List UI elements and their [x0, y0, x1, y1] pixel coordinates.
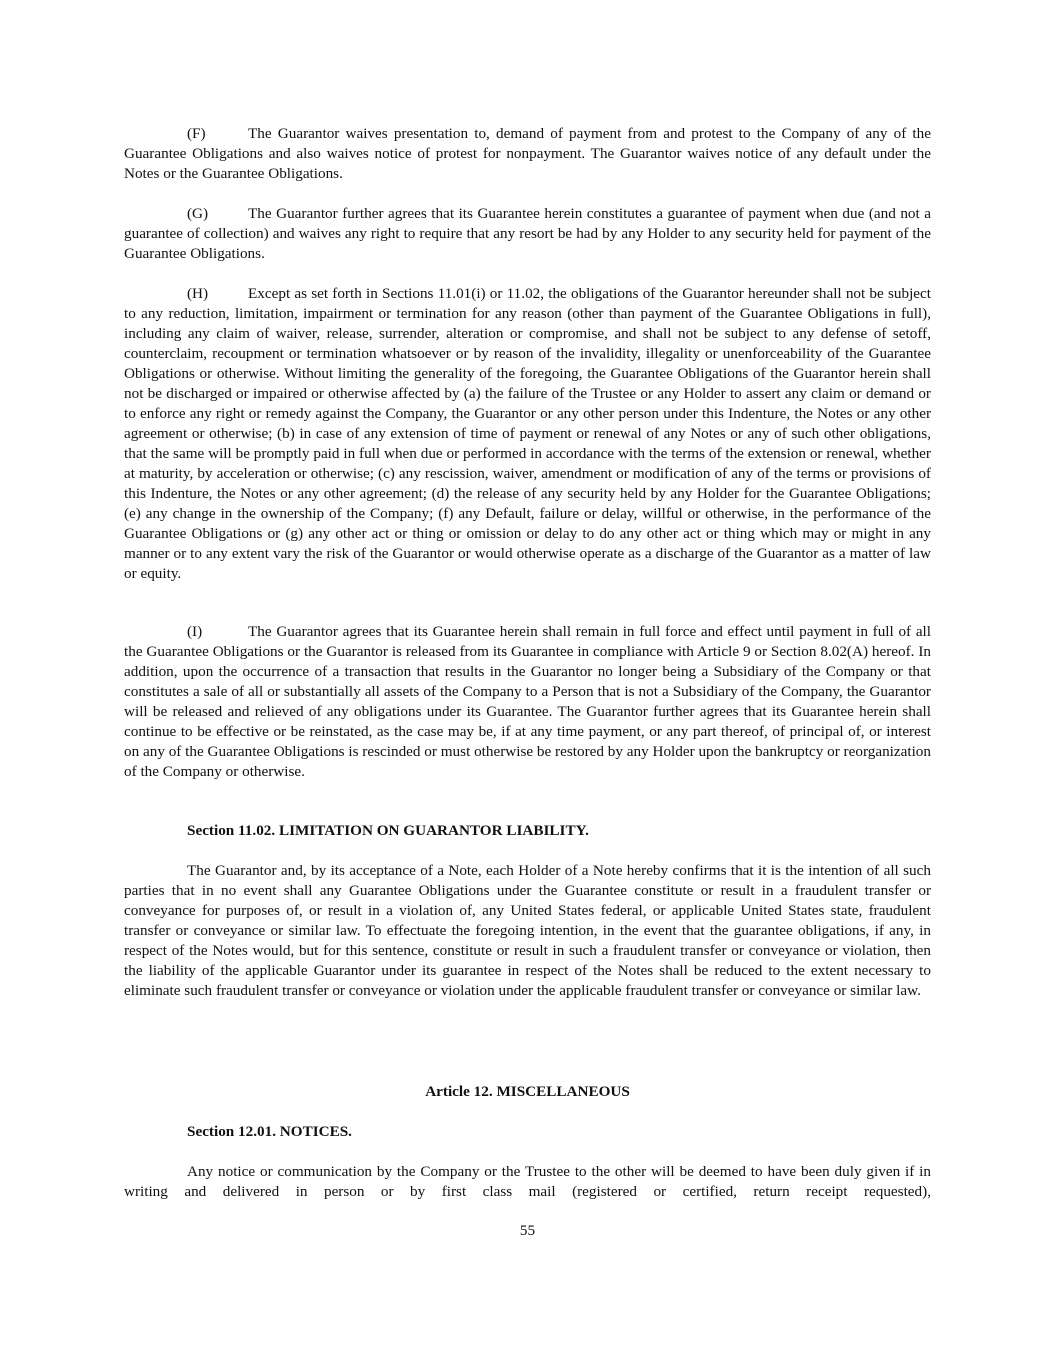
paragraph-label: (G): [187, 205, 209, 222]
paragraph-text: The Guarantor agrees that its Guarantee herein shall remain in full force and effect until payment in full of all the Guarantee Obligations or the Guarantor is released from its Guarantee in compliance with Article 9 or Section 8.02(A) hereof. In addition, upon the occurrence of a transaction that results in the Guarantor no longer being a Subsidiary of the Company or that constitutes a sale of all or substantially all assets of the Company to a Person that is not a Subsidiary of the Company, the Guarantor will be released and relieved of any obligations under its Guarantee. The Guarantor further agrees that its Guarantee herein shall continue to be effective or be reinstated, as the case may be, if at any time payment, or any part thereof, of principal of, or interest on any of the Guarantee Obligations is rescinded or must otherwise be restored by any Holder upon the bankruptcy or reorganization of the Company or otherwise.: [124, 623, 931, 780]
paragraph-f: [124, 124, 931, 184]
paragraph-label: (H): [187, 285, 209, 302]
paragraph-label: (F): [187, 125, 206, 142]
paragraph-text: Except as set forth in Sections 11.01(i) or 11.02, the obligations of the Guarantor hereunder shall not be subject to any reduction, limitation, impairment or termination for any reason (other than payment of the Guarantee Obligations in full), including any claim of waiver, release, surrender, alteration or compromise, and shall not be subject to any defense of setoff, counterclaim, recoupment or termination whatsoever or by reason of the invalidity, illegality or unenforceability of the Guarantee Obligations or otherwise. Without limiting the generality of the foregoing, the Guarantee Obligations of the Guarantor herein shall not be discharged or impaired or otherwise affected by (a) the failure of the Trustee or any Holder to assert any claim or demand or to enforce any right or remedy against the Company, the Guarantor or any other person under this Indenture, the Notes or any other agreement or otherwise; (b) in case of any extension of time of payment or renewal of any Notes or any of such other obligations, that the same will be promptly paid in full when due or performed in accordance with the terms of the extension or renewal, whether at maturity, by acceleration or otherwise; (c) any rescission, waiver, amendment or modification of any of the terms or provisions of this Indenture, the Notes or any other agreement; (d) the release of any security held by any Holder for the Guarantee Obligations; (e) any change in the ownership of the Company; (f) any Default, failure or delay, willful or otherwise, in the performance of the Guarantee Obligations or (g) any other act or thing or omission or delay to do any other act or thing which may or might in any manner or to any extent vary the risk of the Guarantor or would otherwise operate as a discharge of the Guarantor as a matter of law or equity.: [124, 285, 931, 582]
section-body-text: Any notice or communication by the Company or the Trustee to the other will be deemed to have been duly given if in writing and delivered in person or by first class mail (registered or certified, return receipt requested),: [124, 1163, 931, 1200]
paragraph-i: [124, 622, 931, 782]
paragraph-g: [124, 204, 931, 264]
section-12-01-heading: [124, 1122, 931, 1142]
paragraph-text: The Guarantor waives presentation to, demand of payment from and protest to the Company of any of the Guarantee Obligations and also waives notice of protest for nonpayment. The Guarantor waives notice of any default under the Notes or the Guarantee Obligations.: [124, 125, 931, 182]
paragraph-text: The Guarantor further agrees that its Guarantee herein constitutes a guarantee of payment when due (and not a guarantee of collection) and waives any right to require that any resort be had by any Holder to any security held for payment of the Guarantee Obligations.: [124, 205, 931, 262]
section-12-01-body: [124, 1162, 931, 1202]
page-number: 55: [519, 1222, 536, 1239]
section-heading-text: Section 12.01. NOTICES.: [187, 1123, 352, 1140]
article-12-heading: Article 12. MISCELLANEOUS: [425, 1083, 630, 1100]
paragraph-h: [124, 284, 931, 584]
section-body-text: The Guarantor and, by its acceptance of a Note, each Holder of a Note hereby confirms that it is the intention of all such parties that in no event shall any Guarantee Obligations under the Guarantee constitute or result in a fraudulent transfer or conveyance for purposes of, or result in a violation of, any United States federal, or applicable United States state, fraudulent transfer or conveyance or similar law. To effectuate the foregoing intention, in the event that the guarantee obligations, if any, in respect of the Notes would, but for this sentence, constitute or result in such a fraudulent transfer or conveyance or violation, then the liability of the applicable Guarantor under its guarantee in respect of the Notes shall be reduced to the extent necessary to eliminate such fraudulent transfer or conveyance or violation under the applicable fraudulent transfer or conveyance or similar law.: [124, 862, 931, 999]
section-heading-text: Section 11.02. LIMITATION ON GUARANTOR LIABILITY.: [187, 822, 589, 839]
paragraph-label: (I): [187, 623, 203, 640]
section-11-02-heading: [124, 821, 931, 841]
section-11-02-body: [124, 861, 931, 1001]
